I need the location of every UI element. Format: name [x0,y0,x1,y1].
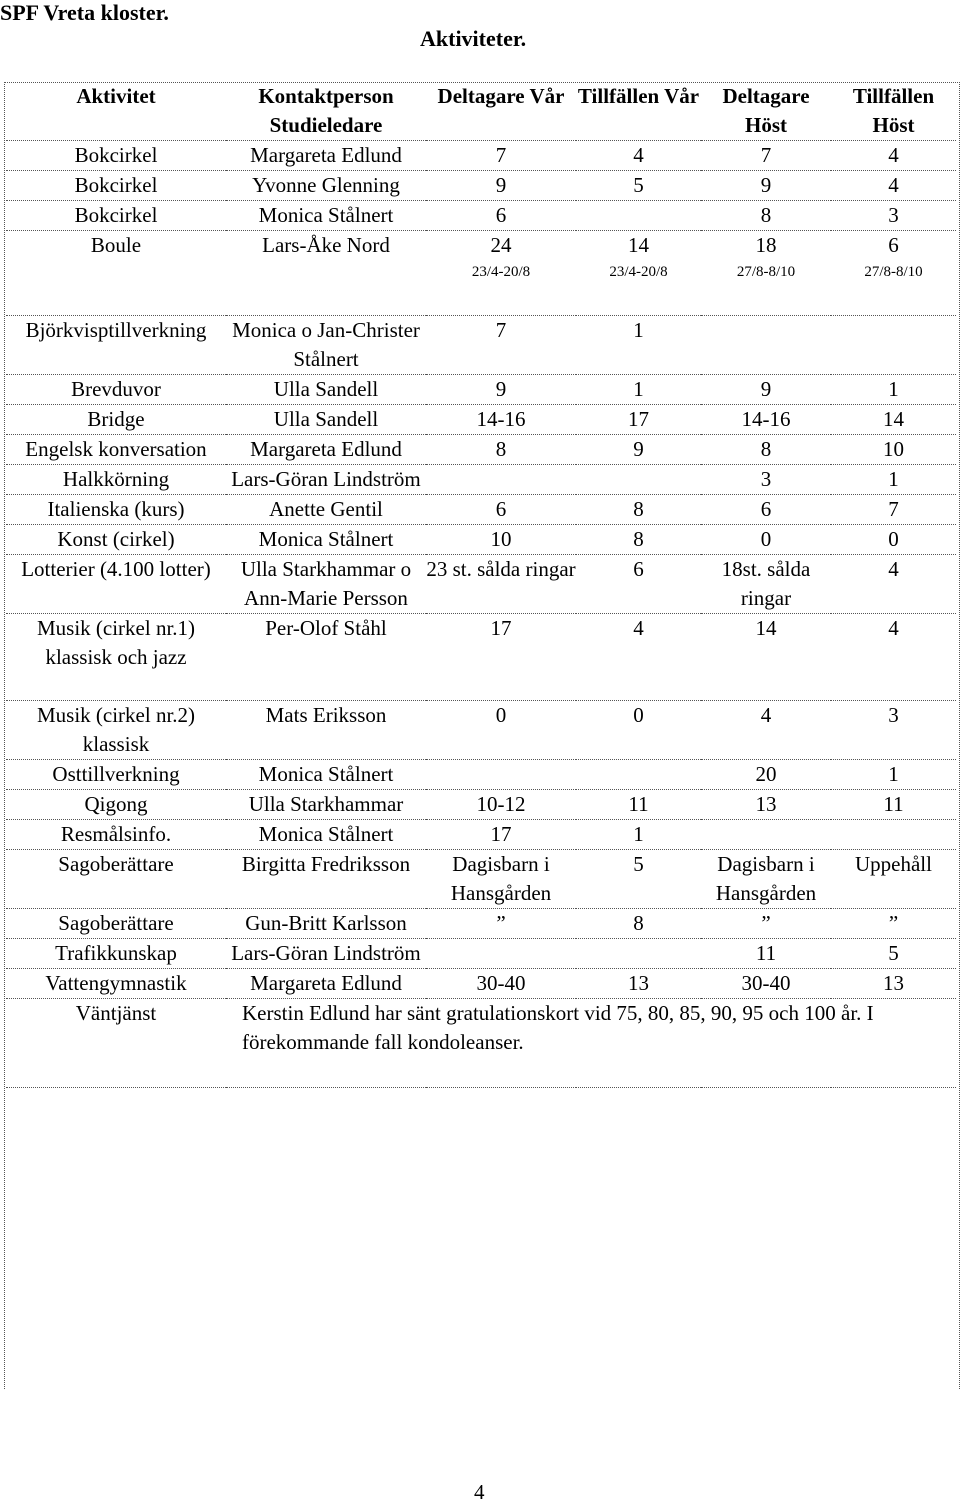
cell-sessions-spring [576,316,701,375]
cell-participants-spring [426,405,576,435]
cell-contact-text: Ulla Sandell [273,377,379,401]
cell-sessions-autumn [831,465,956,495]
cell-activity-text: Trafikkunskap [55,941,177,965]
cell-activity [6,525,226,555]
cell-contact [226,231,426,316]
table-row [6,790,956,820]
cell-sessions-spring-text: 0 [633,703,644,727]
cell-contact [226,201,426,231]
cell-sessions-autumn-text: 14 [883,407,904,431]
cell-activity [6,405,226,435]
cell-contact [226,495,426,525]
cell-activity [6,909,226,939]
cell-sessions-autumn-text: 5 [888,941,899,965]
cell-sessions-spring [576,375,701,405]
cell-sessions-spring [576,701,701,760]
cell-participants-autumn-text: 9 [760,377,772,401]
cell-sessions-autumn-text: 13 [883,971,904,995]
header-participants-autumn: Deltagare Höst [701,82,831,141]
cell-participants-autumn-text: 7 [760,143,772,167]
cell-activity-text: Halkkörning [62,467,170,491]
cell-contact [226,969,426,999]
cell-participants-spring [426,525,576,555]
date-range: 23/4-20/8 [471,264,531,280]
cell-sessions-spring-text: 9 [633,437,644,461]
cell-contact-text: Monica Stålnert [258,762,394,786]
table-row [6,525,956,555]
cell-sessions-autumn [831,790,956,820]
cell-contact-text: Margareta Edlund [250,437,402,461]
cell-activity [6,760,226,790]
cell-participants-autumn [701,316,831,375]
cell-participants-spring [426,495,576,525]
cell-participants-spring-text: 24 [490,233,512,257]
cell-participants-autumn [701,850,831,909]
cell-contact-text: Monica Stålnert [258,822,394,846]
cell-sessions-autumn-text: ” [888,911,899,935]
table-row [6,201,956,231]
cell-sessions-autumn [831,969,956,999]
cell-sessions-autumn [831,760,956,790]
date-range: 27/8-8/10 [864,264,923,280]
cell-sessions-spring [576,939,701,969]
cell-sessions-autumn [831,850,956,909]
cell-sessions-spring [576,141,701,171]
cell-participants-autumn [701,465,831,495]
cell-sessions-autumn-text: 4 [888,557,899,581]
cell-contact [226,850,426,909]
cell-participants-autumn [701,231,831,316]
cell-participants-autumn-text: 20 [755,762,777,786]
cell-sessions-autumn-text: 11 [883,792,904,816]
cell-sessions-autumn [831,171,956,201]
cell-activity-text: Italienska (kurs) [47,497,185,521]
cell-participants-spring-text: 6 [495,203,507,227]
cell-sessions-autumn-text: 7 [888,497,899,521]
cell-sessions-spring [576,614,701,701]
cell-contact [226,405,426,435]
cell-sessions-autumn-text: 4 [888,173,899,197]
cell-contact [226,820,426,850]
cell-contact [226,316,426,375]
cell-participants-autumn-text: ” [761,911,771,935]
cell-contact [226,909,426,939]
cell-participants-autumn-text: 8 [760,203,772,227]
cell-contact-text: Per-Olof Ståhl [265,616,387,640]
cell-sessions-spring-text: 5 [633,852,644,876]
cell-participants-autumn [701,939,831,969]
cell-sessions-autumn [831,495,956,525]
page-number: 4 [474,1480,485,1504]
cell-participants-spring [426,909,576,939]
cell-activity [6,850,226,909]
header-contact: Kontaktperson Studieledare [226,82,426,141]
cell-participants-autumn-text: 30-40 [741,971,791,995]
cell-participants-spring-text: 17 [490,616,512,640]
cell-contact-text: Birgitta Fredriksson [241,852,411,876]
cell-activity [6,701,226,760]
org-title: SPF Vreta kloster. [0,0,169,25]
cell-contact [226,614,426,701]
cell-participants-autumn [701,820,831,850]
cell-participants-autumn [701,969,831,999]
cell-participants-autumn [701,555,831,614]
date-range: 27/8-8/10 [736,264,796,280]
cell-sessions-spring [576,405,701,435]
cell-sessions-autumn-text: 3 [888,703,899,727]
cell-participants-autumn-text: 18 [755,233,777,257]
cell-activity-text: Engelsk konversation [25,437,207,461]
table-row [6,231,956,316]
cell-activity-text: Sagoberättare [58,911,174,935]
cell-sessions-spring-text: 8 [633,911,644,935]
cell-participants-spring-text: ” [496,911,506,935]
cell-activity [6,969,226,999]
cell-contact-text: Ulla Sandell [273,407,379,431]
cell-participants-autumn-text: 4 [760,703,772,727]
cell-participants-autumn [701,701,831,760]
table-header-row [6,82,956,141]
cell-participants-spring-text: 9 [495,173,507,197]
cell-activity [6,465,226,495]
cell-sessions-spring-text: 17 [628,407,649,431]
table-row [6,701,956,760]
cell-activity [6,316,226,375]
cell-contact [226,939,426,969]
cell-participants-spring [426,614,576,701]
cell-contact [226,375,426,405]
cell-activity-text: Musik (cirkel nr.1) klassisk och jazz [36,616,196,669]
table-row [6,555,956,614]
cell-activity-text: Musik (cirkel nr.2) klassisk [36,703,196,756]
cell-participants-spring [426,850,576,909]
cell-participants-autumn-text: 11 [755,941,777,965]
cell-sessions-autumn [831,201,956,231]
cell-sessions-spring [576,850,701,909]
activities-table [6,82,956,1088]
table-row [6,760,956,790]
cell-participants-autumn [701,760,831,790]
cell-contact-text: Monica Stålnert [258,527,394,551]
table-body [6,141,956,999]
cell-participants-spring [426,939,576,969]
document-heading: Aktiviteter. [420,26,527,51]
header-sessions-autumn: Tillfällen Höst [831,82,956,141]
cell-contact [226,701,426,760]
cell-participants-spring [426,465,576,495]
cell-note: Kerstin Edlund har sänt gratulationskort vid 75, 80, 85, 90, 95 och 100 år. I förekommande fall kondoleanser. [226,999,956,1088]
cell-contact-text: Lars-Åke Nord [262,233,390,257]
cell-participants-autumn-text: 3 [760,467,772,491]
cell-participants-autumn [701,909,831,939]
cell-activity-text: Bokcirkel [74,143,158,167]
cell-participants-spring [426,790,576,820]
cell-sessions-autumn [831,375,956,405]
cell-participants-autumn-text: 8 [760,437,772,461]
cell-participants-spring [426,316,576,375]
cell-sessions-spring [576,555,701,614]
cell-activity-text: Sagoberättare [58,852,174,876]
cell-activity-text: Vattengymnastik [45,971,187,995]
header-participants-spring: Deltagare Vår [426,82,576,141]
cell-contact [226,141,426,171]
cell-sessions-autumn [831,614,956,701]
table-row [6,850,956,909]
table-row [6,495,956,525]
cell-sessions-autumn [831,939,956,969]
cell-contact-text: Monica o Jan-Christer Stålnert [232,318,420,371]
cell-participants-spring [426,555,576,614]
cell-participants-spring-text: 8 [495,437,507,461]
cell-contact [226,790,426,820]
cell-contact [226,525,426,555]
cell-participants-spring [426,141,576,171]
cell-participants-spring-text: 10-12 [476,792,526,816]
cell-participants-spring [426,701,576,760]
cell-sessions-autumn-text: 4 [888,616,899,640]
cell-sessions-spring-text: 4 [633,616,644,640]
table-row [6,171,956,201]
cell-participants-spring-text: 14-16 [476,407,526,431]
cell-sessions-spring [576,231,701,316]
cell-participants-spring [426,820,576,850]
cell-participants-autumn-text: 18st. sålda ringar [721,557,811,610]
cell-sessions-spring-text: 1 [633,822,644,846]
cell-sessions-autumn [831,231,956,316]
cell-activity [6,375,226,405]
cell-participants-spring [426,435,576,465]
cell-participants-autumn [701,790,831,820]
cell-sessions-autumn-text: 1 [888,467,899,491]
cell-activity-text: Resmålsinfo. [60,822,172,846]
cell-contact [226,760,426,790]
cell-activity [6,171,226,201]
cell-activity [6,555,226,614]
cell-sessions-autumn [831,820,956,850]
cell-sessions-spring [576,820,701,850]
cell-sessions-spring-text: 11 [628,792,649,816]
cell-contact-text: Ulla Starkhammar [248,792,404,816]
cell-participants-autumn [701,525,831,555]
cell-participants-autumn [701,141,831,171]
table-row [6,316,956,375]
cell-participants-spring-text: 10 [490,527,512,551]
cell-sessions-autumn-text: 10 [883,437,904,461]
cell-sessions-spring [576,525,701,555]
cell-sessions-spring-text: 8 [633,527,644,551]
cell-contact-text: Yvonne Glenning [252,173,400,197]
cell-participants-autumn-text: 14-16 [741,407,791,431]
table-row [6,969,956,999]
cell-contact [226,171,426,201]
cell-sessions-spring [576,465,701,495]
cell-contact [226,555,426,614]
cell-participants-spring-text: 9 [495,377,507,401]
cell-sessions-autumn [831,405,956,435]
cell-participants-autumn [701,405,831,435]
cell-sessions-autumn [831,316,956,375]
cell-activity-text: Bokcirkel [74,173,158,197]
cell-activity-text: Lotterier (4.100 lotter) [21,557,211,581]
cell-participants-spring-text: 0 [495,703,507,727]
cell-activity [6,614,226,701]
cell-participants-spring-text: 30-40 [476,971,526,995]
cell-sessions-spring-text: 5 [633,173,644,197]
cell-sessions-spring [576,790,701,820]
cell-sessions-spring-text: 1 [633,318,644,342]
table-row [6,375,956,405]
cell-participants-spring-text: 7 [495,318,507,342]
table-row [6,405,956,435]
cell-sessions-autumn-text: 3 [888,203,899,227]
cell-sessions-spring [576,435,701,465]
cell-participants-autumn-text: 0 [760,527,772,551]
cell-participants-spring-text: 23 st. sålda ringar [426,557,576,581]
cell-contact-text: Lars-Göran Lindström [231,941,421,965]
cell-contact [226,435,426,465]
cell-sessions-autumn [831,555,956,614]
cell-activity-text: Brevduvor [71,377,161,401]
cell-participants-autumn-text: 14 [755,616,777,640]
cell-activity-text: Björkvisptillverkning [25,318,207,342]
table-row [6,820,956,850]
cell-activity [6,820,226,850]
cell-activity [6,201,226,231]
header-sessions-spring: Tillfällen Vår [576,82,701,141]
cell-sessions-autumn-text: Uppehåll [855,852,932,876]
cell-sessions-spring-text: 14 [628,233,649,257]
cell-participants-spring-text: 6 [495,497,507,521]
table-row [6,939,956,969]
cell-participants-autumn [701,614,831,701]
cell-activity-text: Osttillverkning [52,762,180,786]
cell-participants-autumn [701,495,831,525]
cell-activity-text: Qigong [84,792,148,816]
cell-sessions-autumn-text: 4 [888,143,899,167]
cell-participants-autumn-text: Dagisbarn i Hansgården [715,852,817,905]
cell-contact-text: Lars-Göran Lindström [231,467,421,491]
cell-sessions-autumn [831,525,956,555]
cell-sessions-spring [576,969,701,999]
cell-sessions-spring-text: 6 [633,557,644,581]
cell-contact-text: Monica Stålnert [258,203,394,227]
cell-activity: Väntjänst [6,999,226,1088]
cell-activity [6,939,226,969]
table-row-note [6,999,956,1088]
cell-contact-text: Mats Eriksson [265,703,387,727]
cell-sessions-autumn-text: 0 [888,527,899,551]
cell-contact-text: Gun-Britt Karlsson [245,911,407,935]
cell-activity [6,790,226,820]
cell-activity-text: Konst (cirkel) [57,527,175,551]
cell-contact-text: Margareta Edlund [250,143,402,167]
cell-participants-autumn [701,375,831,405]
cell-sessions-autumn [831,435,956,465]
cell-contact-text: Anette Gentil [269,497,383,521]
cell-participants-spring [426,171,576,201]
cell-sessions-autumn [831,141,956,171]
cell-activity-text: Bokcirkel [74,203,158,227]
cell-sessions-spring-text: 1 [633,377,644,401]
cell-participants-autumn [701,435,831,465]
cell-contact [226,465,426,495]
cell-participants-spring-text: 17 [490,822,512,846]
cell-participants-spring [426,201,576,231]
header-activity: Aktivitet [6,82,226,141]
cell-sessions-spring-text: 4 [633,143,644,167]
cell-participants-autumn [701,171,831,201]
cell-activity [6,435,226,465]
cell-sessions-spring [576,201,701,231]
date-range: 23/4-20/8 [609,264,668,280]
cell-activity [6,495,226,525]
cell-sessions-spring [576,760,701,790]
cell-sessions-autumn [831,909,956,939]
cell-participants-spring [426,375,576,405]
cell-participants-spring [426,760,576,790]
cell-activity [6,141,226,171]
cell-participants-autumn-text: 9 [760,173,772,197]
table-row [6,614,956,701]
cell-participants-spring-text: Dagisbarn i Hansgården [450,852,552,905]
cell-participants-autumn [701,201,831,231]
cell-sessions-spring-text: 13 [628,971,649,995]
cell-sessions-spring [576,495,701,525]
table-row [6,435,956,465]
cell-contact-text: Ulla Starkhammar o Ann-Marie Persson [240,557,412,610]
cell-participants-autumn-text: 13 [755,792,777,816]
cell-participants-autumn-text: 6 [760,497,772,521]
cell-sessions-spring [576,171,701,201]
cell-participants-spring [426,231,576,316]
cell-contact-text: Margareta Edlund [250,971,402,995]
cell-sessions-spring-text: 8 [633,497,644,521]
cell-sessions-autumn-text: 1 [888,377,899,401]
table-row [6,141,956,171]
table-row [6,909,956,939]
cell-sessions-autumn-text: 6 [888,233,899,257]
cell-activity-text: Bridge [87,407,145,431]
cell-participants-spring-text: 7 [495,143,507,167]
cell-sessions-autumn [831,701,956,760]
cell-activity-text: Boule [90,233,142,257]
cell-sessions-spring [576,909,701,939]
cell-activity [6,231,226,316]
cell-sessions-autumn-text: 1 [888,762,899,786]
cell-participants-spring [426,969,576,999]
table-row [6,465,956,495]
